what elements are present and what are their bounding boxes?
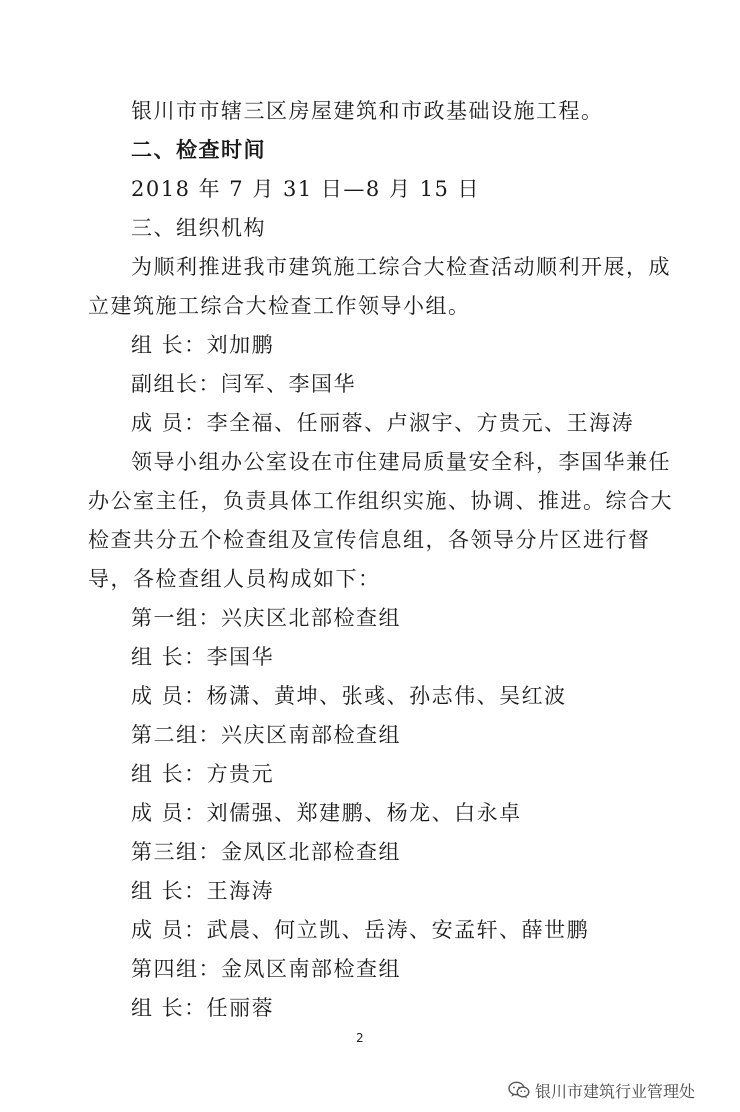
wechat-icon [508, 1081, 530, 1099]
group-1-leader: 组 长：李国华 [131, 645, 275, 669]
paragraph-office-line-3: 检查共分五个检查组及宣传信息组，各领导分片区进行督 [88, 528, 651, 552]
watermark-text: 银川市建筑行业管理处 [535, 1081, 696, 1101]
group-4-title: 第四组：金凤区南部检查组 [131, 957, 401, 981]
text-line-1: 银川市市辖三区房屋建筑和市政基础设施工程。 [131, 99, 604, 123]
paragraph-line-1: 为顺利推进我市建筑施工综合大检查活动顺利开展，成 [131, 255, 671, 279]
paragraph-office-line-2: 办公室主任，负责具体工作组织实施、协调、推进。综合大 [88, 489, 673, 513]
paragraph-office-line-1: 领导小组办公室设在市住建局质量安全科，李国华兼任 [131, 450, 671, 474]
group-3-leader: 组 长：王海涛 [131, 879, 275, 903]
group-1-members: 成 员：杨潇、黄坤、张彧、孙志伟、吴红波 [131, 684, 567, 708]
group-1-title: 第一组：兴庆区北部检查组 [131, 606, 401, 630]
leader-group-members: 成 员：李全福、任丽蓉、卢淑宇、方贵元、王海涛 [131, 411, 635, 435]
section-heading-organization: 三、组织机构 [131, 216, 266, 240]
section-heading-inspection-time: 二、检查时间 [131, 138, 266, 162]
group-3-title: 第三组：金凤区北部检查组 [131, 840, 401, 864]
leader-group-deputy: 副组长：闫军、李国华 [131, 372, 356, 396]
leader-group-head: 组 长：刘加鹏 [131, 333, 275, 357]
wechat-watermark [508, 1077, 695, 1103]
group-4-leader: 组 长：任丽蓉 [131, 996, 275, 1020]
group-2-members: 成 员：刘儒强、郑建鹏、杨龙、白永卓 [131, 801, 522, 825]
paragraph-line-2: 立建筑施工综合大检查工作领导小组。 [88, 294, 471, 318]
group-2-leader: 组 长：方贵元 [131, 762, 275, 786]
group-3-members: 成 员：武晨、何立凯、岳涛、安孟轩、薛世鹏 [131, 918, 590, 942]
group-2-title: 第二组：兴庆区南部检查组 [131, 723, 401, 747]
paragraph-office-line-4: 导，各检查组人员构成如下： [88, 567, 381, 591]
text-line-inspection-dates: 2018 年 7 月 31 日—8 月 15 日 [131, 177, 481, 201]
page-number: 2 [356, 1031, 364, 1045]
